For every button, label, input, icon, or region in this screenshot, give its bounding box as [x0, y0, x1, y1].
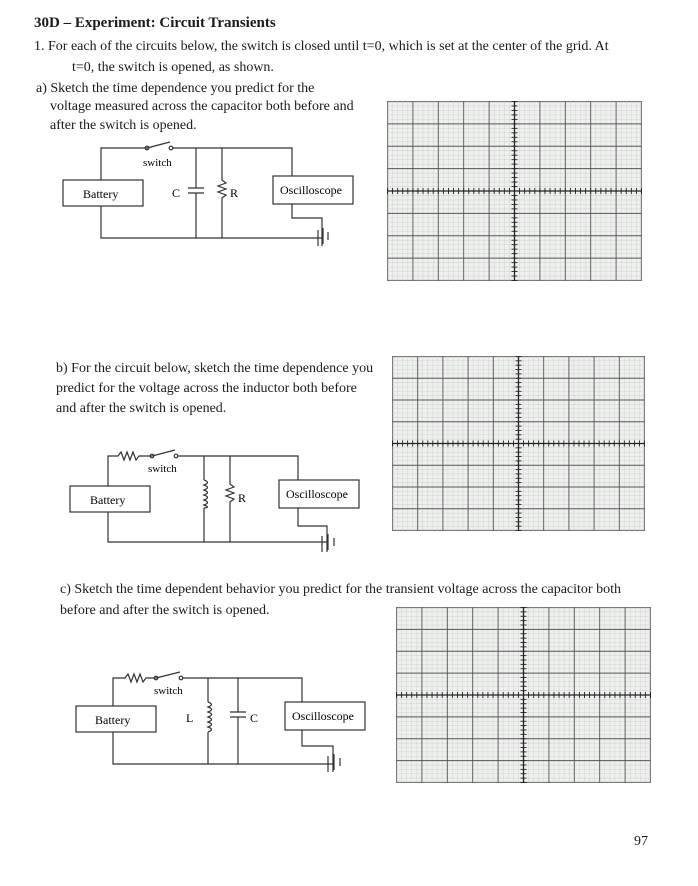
resistor-label-a: R — [230, 186, 239, 200]
switch-label-b: switch — [148, 463, 177, 475]
part-b-line-2: predict for the voltage across the inductor both before — [56, 381, 357, 396]
page-title: 30D – Experiment: Circuit Transients — [34, 15, 276, 31]
resistor-label-b: R — [238, 491, 247, 505]
part-a-line-1: a) Sketch the time dependence you predict for the — [36, 81, 315, 96]
part-b-line-1: b) For the circuit below, sketch the time dependence you — [56, 361, 374, 376]
oscilloscope-label-a: Oscilloscope — [280, 183, 342, 197]
intro-line-2: t=0, the switch is opened, as shown. — [72, 60, 274, 75]
oscilloscope-label-b: Oscilloscope — [286, 487, 348, 501]
battery-label-c: Battery — [95, 713, 131, 727]
inductor-label-c: L — [186, 711, 194, 725]
battery-label-b: Battery — [90, 493, 126, 507]
oscilloscope-label-c: Oscilloscope — [292, 709, 354, 723]
battery-label-a: Battery — [83, 187, 119, 201]
switch-label-a: switch — [143, 157, 172, 169]
part-c-line-1: c) Sketch the time dependent behavior you predict for the transient voltage across the capacitor both — [60, 582, 621, 597]
part-a-line-2: voltage measured across the capacitor both before and — [50, 99, 354, 114]
capacitor-label-c: C — [250, 711, 259, 725]
part-b-line-3: and after the switch is opened. — [56, 401, 227, 416]
intro-line-1: 1. For each of the circuits below, the switch is closed until t=0, which is set at the center of the grid. At — [34, 39, 609, 54]
part-c-line-2: before and after the switch is opened. — [60, 603, 270, 618]
switch-label-c: switch — [154, 685, 183, 697]
capacitor-label-a: C — [172, 186, 181, 200]
page-number: 97 — [634, 834, 648, 849]
part-a-line-3: after the switch is opened. — [50, 118, 197, 133]
